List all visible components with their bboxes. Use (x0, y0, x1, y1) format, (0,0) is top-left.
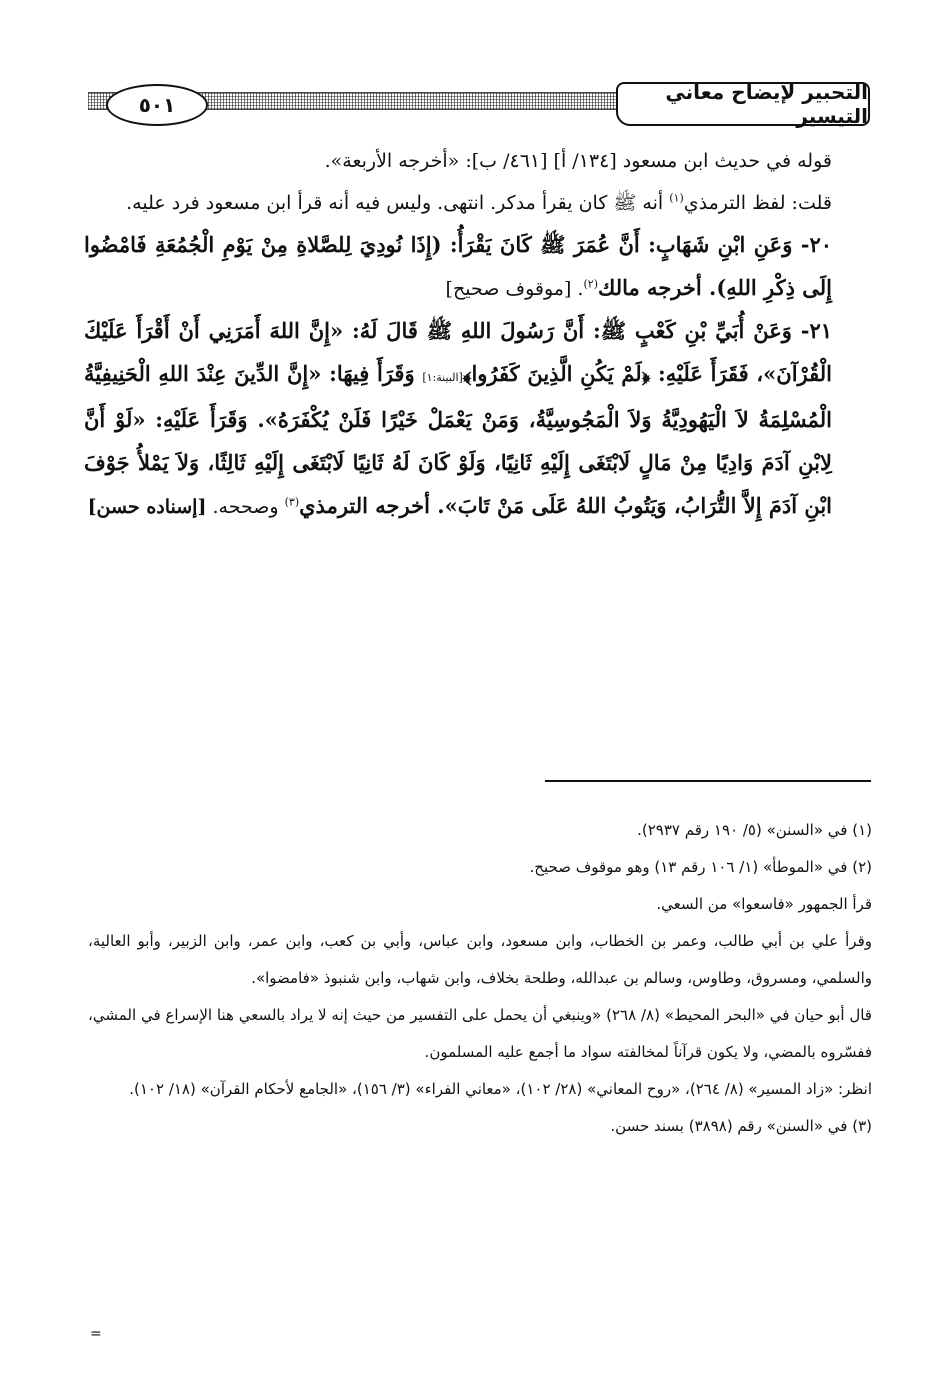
footnote-2-references: انظر: «زاد المسير» (٨/ ٢٦٤)، «روح المعاني» (٢٨/ ١٠٢)، «معاني الفراء» (٣/ ١٥٦)، «الجامع لأحكام القرآن» (١٨/ ١٠٢). (129, 1080, 872, 1098)
qult-text: قلت: لفظ الترمذي (683, 192, 832, 214)
corner-mark: = (90, 1326, 102, 1342)
footnote-2-abu-hayyan: قال أبو حيان في «البحر المحيط» (٨/ ٢٦٨) «وينبغي أن يحمل على التفسير من حيث إنه لا يراد بالسعي هنا الإسراع في المشي، ففسّروه بالمضي، ولا يكون قرآناً لمخالفته سواد ما أجمع عليه المسلمون. (88, 1006, 872, 1061)
hadith-21-text-b: وَقَرَأَ فِيهَا: «إِنَّ الدِّينَ عِنْدَ اللهِ الْحَنِيفِيَّةُ الْمُسْلِمَةُ لاَ الْيَهُودِيَّةُ وَلاَ الْمَجُوسِيَّةُ، وَمَنْ يَعْمَلْ خَيْرًا فَلَنْ يُكْفَرَهُ». وَقَرَأَ عَلَيْهِ: «لَوْ أَنَّ لِابْنِ آدَمَ وَادِيًا مِنْ مَالٍ لَابْتَغَى إِلَيْهِ ثَانِيًا، وَلَوْ كَانَ لَهُ ثَانِيًا لَابْتَغَى إِلَيْهِ ثَالِثًا، وَلاَ يَمْلأُ جَوْفَ ابْنِ آدَمَ إِلاَّ التُّرَابُ، وَيَتُوبُ اللهُ عَلَى مَنْ تَابَ». أخرجه الترمذي (84, 361, 832, 518)
hadith-20-text: ٢٠- وَعَنِ ابْنِ شَهَابٍ: أَنَّ عُمَرَ ﷺ كَانَ يَقْرَأُ: (إِذَا نُودِيَ لِلصَّلاةِ مِنْ يَوْمِ الْجُمُعَةِ فَامْضُوا إِلَى ذِكْرِ اللهِ). أخرجه مالك (84, 232, 832, 300)
footnote-ref-3: (٣) (284, 495, 300, 509)
hadith-21-grade: [إسناده حسن] (87, 496, 207, 518)
footnote-2: (٢) في «الموطأ» (١/ ١٠٦ رقم ١٣) وهو موقوف صحيح. (529, 858, 872, 876)
footnote-2-readers: وقرأ علي بن أبي طالب، وعمر بن الخطاب، وابن مسعود، وابن عباس، وأبي بن كعب، وابن عمر، وابن الزبير، وأبو العالية، والسلمي، ومسروق، وطاوس، وسالم بن عبدالله، وطلحة بخلاف، وابن شهاب، وابن شنبوذ «فامضوا». (88, 932, 872, 987)
footnote-2-jumhur: قرأ الجمهور «فاسعوا» من السعي. (656, 895, 872, 913)
hadith-21-after: وصححه. (206, 496, 285, 518)
hadith-20-grade: . [موقوف صحيح] (445, 278, 584, 300)
footnote-1: (١) في «السنن» (٥/ ١٩٠ رقم ٢٩٣٧). (637, 821, 872, 839)
footnotes (88, 812, 872, 1145)
qult-rest: أنه ﷺ كان يقرأ مدكر. انتهى. وليس فيه أنه قرأ ابن مسعود فرد عليه. (126, 192, 670, 214)
quran-ref: [البينة:١] (422, 371, 463, 384)
hadith-21 (84, 310, 872, 528)
page-header (88, 80, 870, 140)
hadith-21-text-a: ٢١- وَعَنْ أُبَيِّ بْنِ كَعْبٍ ﷺ: أَنَّ رَسُولَ اللهِ ﷺ قَالَ لَهُ: «إِنَّ اللهَ أَمَرَنِي أَنْ أَقْرَأَ عَلَيْكَ الْقُرْآنَ»، فَقَرَأَ عَلَيْهِ: ﴿لَمْ يَكُنِ الَّذِينَ كَفَرُوا﴾ (84, 318, 832, 386)
hadith-20 (84, 224, 872, 310)
footnote-separator (545, 780, 871, 782)
footnote-ref-2: (٢) (583, 277, 598, 291)
footnote-ref-1: (١) (669, 191, 684, 205)
paragraph-qult (84, 182, 872, 224)
page-number: ٥٠١ (106, 84, 208, 126)
main-text (84, 140, 872, 528)
book-title: التحبير لإيضاح معاني التيسير (616, 82, 870, 126)
footnote-3: (٣) في «السنن» رقم (٣٨٩٨) بسند حسن. (610, 1117, 872, 1135)
paragraph-ibn-masud: قوله في حديث ابن مسعود [١٣٤/ أ] [٤٦١/ ب]: «أخرجه الأربعة». (324, 150, 832, 172)
